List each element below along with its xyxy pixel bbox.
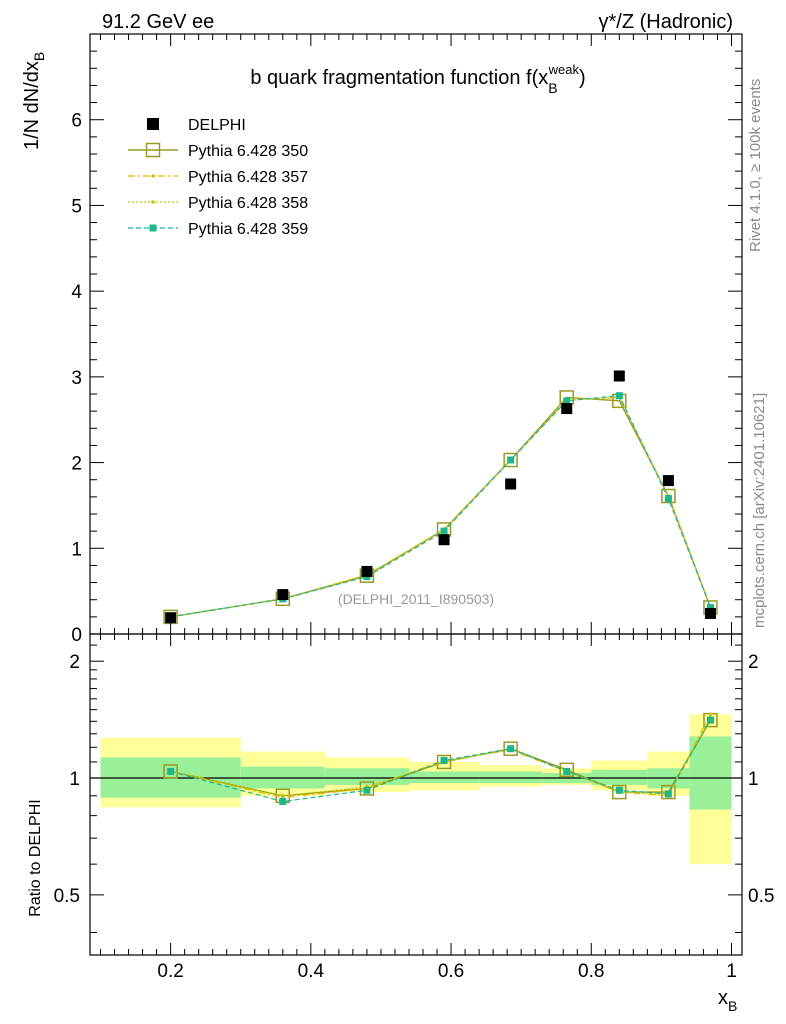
x-tick-label: 0.8 bbox=[578, 961, 605, 982]
ratio-tick-label: 1 bbox=[748, 769, 759, 791]
legend-marker bbox=[151, 200, 155, 204]
series-point bbox=[665, 495, 672, 502]
legend-marker bbox=[151, 174, 155, 178]
y-tick-label: 4 bbox=[71, 282, 82, 304]
x-axis-label: $x_B$ bbox=[718, 987, 738, 1014]
y-tick-label: 5 bbox=[71, 196, 82, 218]
series-line bbox=[171, 396, 711, 617]
x-tick-label: 0.4 bbox=[297, 961, 325, 982]
legend bbox=[128, 117, 308, 238]
ratio-tick-label: 1 bbox=[69, 769, 80, 791]
series-line bbox=[171, 397, 711, 616]
y-tick-label: 3 bbox=[71, 367, 82, 389]
data-point bbox=[277, 589, 288, 600]
ratio-tick-label: 0.5 bbox=[748, 885, 775, 907]
x-tick-label: 0.6 bbox=[437, 961, 465, 982]
ratio-point bbox=[507, 745, 514, 752]
y-axis-label: 1/N $dN/dx_B$ bbox=[21, 51, 47, 150]
data-point bbox=[505, 479, 516, 490]
ratio-point bbox=[707, 717, 714, 724]
data-point bbox=[614, 371, 625, 382]
rivet-label: Rivet 4.1.0, ≥ 100k events bbox=[747, 78, 764, 252]
ratio-point bbox=[709, 712, 713, 716]
ratio-point bbox=[441, 757, 448, 764]
data-point bbox=[561, 403, 572, 414]
ratio-point bbox=[363, 787, 370, 794]
ratio-plot bbox=[90, 712, 742, 864]
band-inner bbox=[479, 771, 542, 783]
legend-label: Pythia 6.428 357 bbox=[188, 169, 309, 186]
band-inner bbox=[689, 736, 731, 809]
ratio-point bbox=[279, 798, 286, 805]
data-point bbox=[361, 566, 372, 577]
ratio-point bbox=[281, 794, 285, 798]
x-tick-label: 0.2 bbox=[157, 961, 184, 982]
y-tick-label: 6 bbox=[71, 110, 82, 132]
data-point bbox=[439, 534, 450, 545]
band-inner bbox=[591, 770, 647, 785]
ratio-tick-label: 2 bbox=[69, 652, 80, 674]
legend-label: Pythia 6.428 350 bbox=[188, 143, 309, 160]
ratio-point bbox=[665, 790, 672, 797]
ratio-tick-label: 2 bbox=[748, 652, 759, 674]
y-tick-label: 2 bbox=[71, 453, 82, 475]
energy-label: 91.2 GeV ee bbox=[102, 11, 215, 33]
data-point bbox=[705, 608, 716, 619]
chart-title: b quark fragmentation function $f(x_Bweak)$ bbox=[250, 62, 586, 96]
ratio-axis-label: Ratio to DELPHI bbox=[27, 799, 44, 917]
mcplots-label: mcplots.cern.ch [arXiv:2401.10621] bbox=[751, 392, 768, 628]
legend-label: Pythia 6.428 358 bbox=[188, 195, 309, 212]
ratio-point bbox=[563, 768, 570, 775]
data-point bbox=[165, 612, 176, 623]
series-point bbox=[616, 392, 623, 399]
ratio-tick-label: 0.5 bbox=[53, 885, 80, 907]
y-tick-label: 1 bbox=[71, 539, 82, 561]
legend-marker bbox=[150, 225, 157, 232]
process-label: γ*/Z (Hadronic) bbox=[598, 11, 733, 33]
ratio-point bbox=[167, 768, 174, 775]
series-point bbox=[507, 457, 514, 464]
legend-label: DELPHI bbox=[188, 117, 246, 134]
ratio-point bbox=[616, 787, 623, 794]
series-line bbox=[171, 397, 711, 616]
x-tick-label: 1 bbox=[726, 961, 737, 982]
y-tick-label: 0 bbox=[71, 625, 82, 646]
band-inner bbox=[409, 771, 479, 783]
data-point bbox=[663, 475, 674, 486]
series-line bbox=[171, 397, 711, 616]
legend-marker bbox=[147, 118, 159, 130]
series-point bbox=[441, 528, 448, 535]
legend-label: Pythia 6.428 359 bbox=[188, 221, 309, 238]
watermark: (DELPHI_2011_I890503) bbox=[337, 591, 495, 607]
main-plot bbox=[164, 371, 717, 624]
